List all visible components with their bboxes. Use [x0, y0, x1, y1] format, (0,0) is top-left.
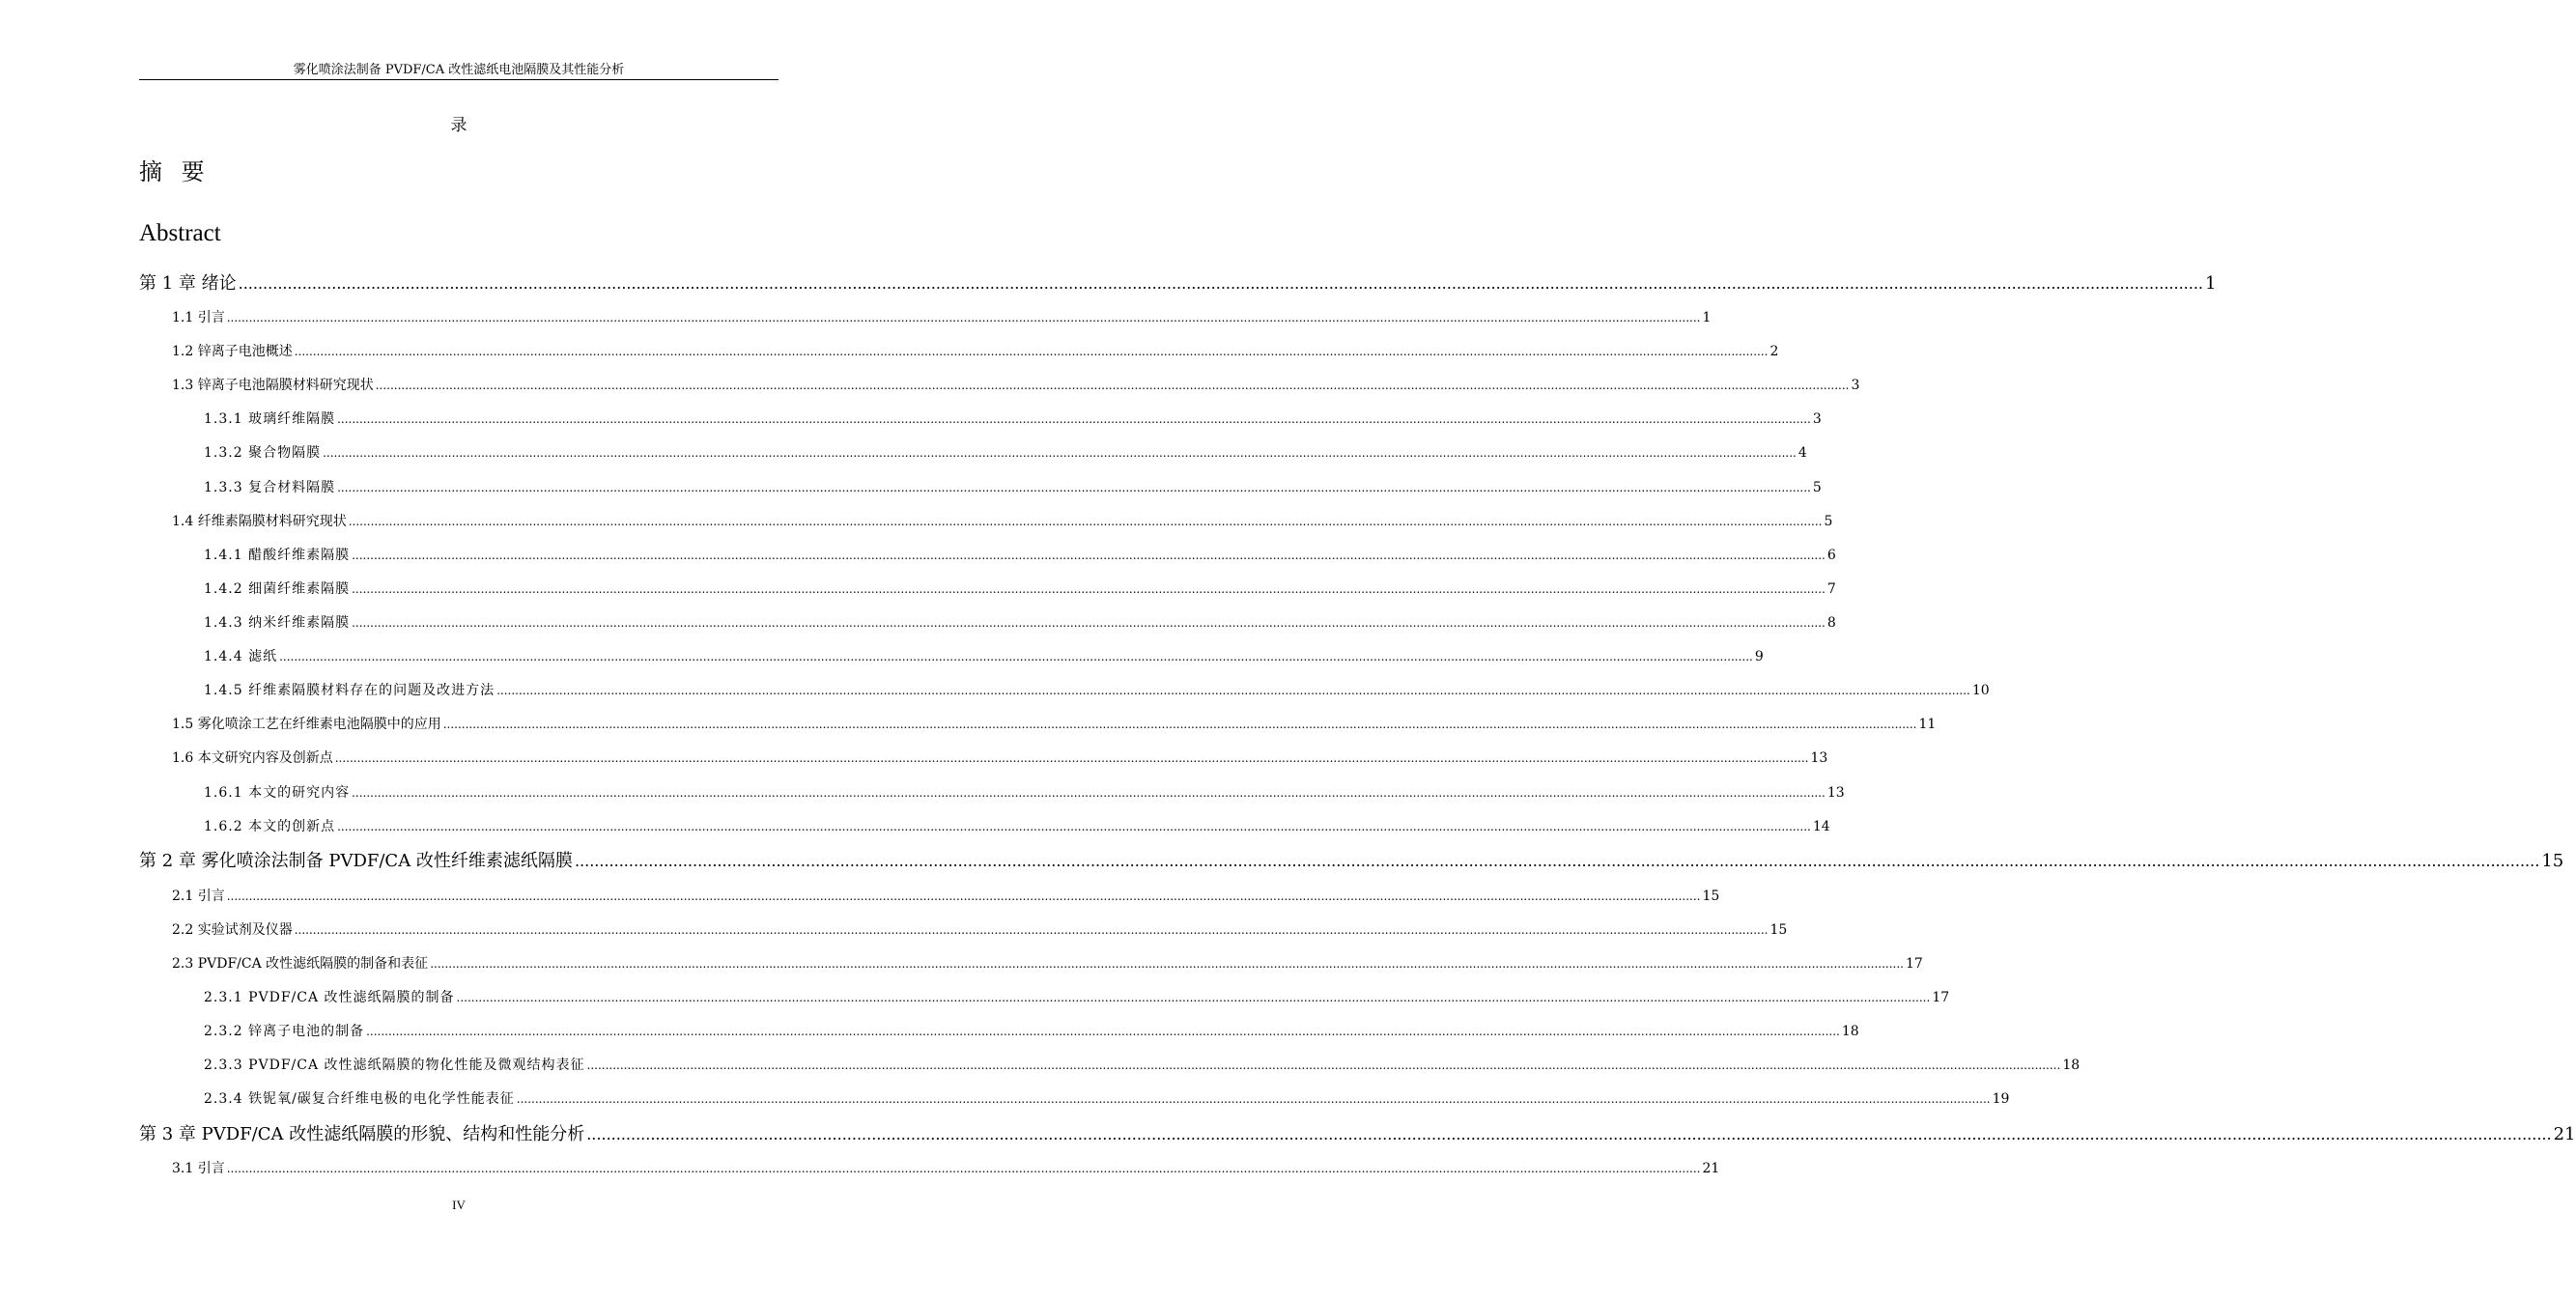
dot-leader: ................................................................................................................................................................................................................................................................................................................................................................................................................ [226, 311, 1701, 324]
toc-entry-page: 15 [1769, 922, 1788, 938]
dot-leader: ................................................................................................................................................................................................................................................................................................................................................................................................................ [574, 852, 2540, 870]
toc-title: 录 [450, 116, 467, 135]
toc-entry-page: 21 [1702, 1161, 1720, 1176]
toc-entry-label: 1.2 锌离子电池概述 [172, 344, 293, 359]
toc-entry-page: 9 [1754, 649, 1764, 664]
dot-leader: ................................................................................................................................................................................................................................................................................................................................................................................................................ [294, 923, 1769, 937]
toc-entry[interactable] [172, 748, 1828, 768]
toc-entry-page: 5 [1824, 514, 1833, 529]
running-header: 雾化喷涂法制备 PVDF/CA 改性滤纸电池隔膜及其性能分析 [293, 63, 625, 77]
toc-entry-page: 15 [1702, 889, 1720, 904]
toc-entry-label: 2.3 PVDF/CA 改性滤纸隔膜的制备和表征 [172, 956, 429, 972]
dot-leader: ................................................................................................................................................................................................................................................................................................................................................................................................................ [226, 1162, 1701, 1175]
toc-entry[interactable] [172, 308, 1712, 327]
toc-entry[interactable] [204, 988, 1950, 1007]
toc-entry[interactable] [172, 512, 1833, 531]
toc-entry-page: 4 [1798, 445, 1807, 461]
toc-entry[interactable] [204, 783, 1845, 803]
toc-entry[interactable] [204, 1022, 1859, 1041]
dot-leader: ................................................................................................................................................................................................................................................................................................................................................................................................................ [352, 549, 1826, 562]
dot-leader: ................................................................................................................................................................................................................................................................................................................................................................................................................ [366, 1025, 1840, 1038]
dot-leader: ................................................................................................................................................................................................................................................................................................................................................................................................................ [352, 786, 1826, 800]
toc-entry-label: 第 3 章 PVDF/CA 改性滤纸隔膜的形貌、结构和性能分析 [139, 1124, 585, 1144]
dot-leader: ................................................................................................................................................................................................................................................................................................................................................................................................................ [337, 820, 1811, 833]
toc-entry-page: 17 [1905, 956, 1923, 972]
toc-entry-label: 1.4.2 细菌纤维素隔膜 [204, 581, 351, 597]
toc-entry[interactable] [172, 920, 1788, 940]
toc-entry[interactable] [172, 715, 1937, 734]
toc-entry-label: 1.6.2 本文的创新点 [204, 819, 336, 834]
toc-entry-label: 2.1 引言 [172, 889, 225, 904]
toc-entry-label: 1.6.1 本文的研究内容 [204, 785, 351, 801]
toc-entry-label: 1.3.1 玻璃纤维隔膜 [204, 411, 336, 427]
toc-entry-label: 1.5 雾化喷涂工艺在纤维素电池隔膜中的应用 [172, 717, 441, 732]
toc-entry[interactable] [204, 443, 1807, 463]
toc-heading-abstract-en[interactable]: Abstract [139, 220, 221, 246]
toc-entry-label: 2.2 实验试剂及仪器 [172, 922, 293, 938]
toc-entry[interactable] [204, 1089, 2010, 1109]
toc-entry-page: 5 [1812, 480, 1822, 495]
toc-entry[interactable] [204, 478, 1822, 497]
dot-leader: ................................................................................................................................................................................................................................................................................................................................................................................................................ [442, 718, 1917, 731]
toc-entry-label: 1.4.5 纤维素隔膜材料存在的问题及改进方法 [204, 683, 495, 698]
toc-entry-page: 18 [2062, 1058, 2081, 1073]
page-number: IV [452, 1198, 466, 1212]
dot-leader: ................................................................................................................................................................................................................................................................................................................................................................................................................ [238, 274, 2203, 293]
dot-leader: ................................................................................................................................................................................................................................................................................................................................................................................................................ [352, 616, 1826, 630]
toc-entry-label: 2.3.1 PVDF/CA 改性滤纸隔膜的制备 [204, 990, 455, 1005]
dot-leader: ................................................................................................................................................................................................................................................................................................................................................................................................................ [496, 684, 1970, 697]
toc-entry-page: 18 [1841, 1024, 1859, 1039]
toc-entry[interactable] [172, 376, 1860, 395]
toc-entry-page: 13 [1810, 750, 1828, 766]
toc-entry-label: 2.3.2 锌离子电池的制备 [204, 1024, 365, 1039]
toc-entry[interactable] [204, 579, 1836, 599]
toc-heading-abstract-zh[interactable]: 摘 要 [139, 158, 211, 185]
toc-entry[interactable] [204, 1056, 2081, 1075]
toc-entry[interactable] [172, 1159, 1720, 1178]
dot-leader: ................................................................................................................................................................................................................................................................................................................................................................................................................ [226, 889, 1701, 903]
toc-entry[interactable] [139, 850, 2564, 873]
toc-entry[interactable] [172, 887, 1720, 906]
toc-entry-page: 13 [1826, 785, 1845, 801]
dot-leader: ................................................................................................................................................................................................................................................................................................................................................................................................................ [348, 515, 1823, 528]
toc-entry-label: 1.4.3 纳米纤维素隔膜 [204, 615, 351, 631]
toc-entry-page: 14 [1812, 819, 1830, 834]
dot-leader: ................................................................................................................................................................................................................................................................................................................................................................................................................ [279, 650, 1753, 663]
dot-leader: ................................................................................................................................................................................................................................................................................................................................................................................................................ [337, 412, 1811, 426]
header-rule [139, 79, 778, 80]
toc-entry-page: 15 [2541, 851, 2564, 871]
toc-entry-label: 1.3.3 复合材料隔膜 [204, 480, 336, 495]
toc-entry[interactable] [204, 647, 1764, 666]
toc-entry[interactable] [204, 681, 1990, 700]
dot-leader: ................................................................................................................................................................................................................................................................................................................................................................................................................ [294, 345, 1769, 358]
toc-entry-page: 21 [2553, 1124, 2576, 1144]
toc-entry-label: 1.1 引言 [172, 310, 225, 325]
dot-leader: ................................................................................................................................................................................................................................................................................................................................................................................................................ [352, 582, 1826, 596]
toc-entry-page: 3 [1851, 378, 1860, 393]
toc-entry[interactable] [204, 613, 1836, 633]
toc-entry[interactable] [204, 546, 1836, 565]
dot-leader: ................................................................................................................................................................................................................................................................................................................................................................................................................ [456, 991, 1931, 1004]
toc-entry-label: 第 2 章 雾化喷涂法制备 PVDF/CA 改性纤维素滤纸隔膜 [139, 851, 573, 871]
toc-entry-page: 8 [1826, 615, 1836, 631]
toc-entry-page: 10 [1971, 683, 1990, 698]
toc-entry-page: 17 [1932, 990, 1950, 1005]
toc-entry[interactable] [204, 817, 1830, 836]
dot-leader: ................................................................................................................................................................................................................................................................................................................................................................................................................ [516, 1092, 1991, 1106]
toc-entry[interactable] [172, 954, 1923, 974]
toc-entry-label: 1.3 锌离子电池隔膜材料研究现状 [172, 378, 374, 393]
toc-entry-page: 3 [1812, 411, 1822, 427]
toc-entry-page: 1 [1702, 310, 1712, 325]
toc-entry-page: 7 [1826, 581, 1836, 597]
toc-entry-label: 3.1 引言 [172, 1161, 225, 1176]
dot-leader: ................................................................................................................................................................................................................................................................................................................................................................................................................ [323, 446, 1797, 460]
toc-entry-label: 1.3.2 聚合物隔膜 [204, 445, 322, 461]
toc-entry-label: 第 1 章 绪论 [139, 273, 237, 294]
dot-leader: ................................................................................................................................................................................................................................................................................................................................................................................................................ [430, 957, 1904, 971]
toc-entry-page: 2 [1769, 344, 1779, 359]
dot-leader: ................................................................................................................................................................................................................................................................................................................................................................................................................ [586, 1058, 2061, 1072]
toc-entry-page: 1 [2205, 273, 2217, 294]
dot-leader: ................................................................................................................................................................................................................................................................................................................................................................................................................ [586, 1125, 2552, 1143]
toc-entry-label: 2.3.4 铁铌氧/碳复合纤维电极的电化学性能表征 [204, 1091, 515, 1107]
toc-entry[interactable] [139, 1123, 2576, 1146]
toc-entry-label: 2.3.3 PVDF/CA 改性滤纸隔膜的物化性能及微观结构表征 [204, 1058, 585, 1073]
toc-entry-label: 1.4 纤维素隔膜材料研究现状 [172, 514, 347, 529]
toc-entry-page: 19 [1992, 1091, 2010, 1107]
toc-entry[interactable] [139, 272, 2217, 296]
toc-entry-label: 1.4.4 滤纸 [204, 649, 278, 664]
toc-entry-label: 1.6 本文研究内容及创新点 [172, 750, 333, 766]
toc-entry[interactable] [172, 342, 1779, 361]
toc-entry-label: 1.4.1 醋酸纤维素隔膜 [204, 548, 351, 563]
dot-leader: ................................................................................................................................................................................................................................................................................................................................................................................................................ [334, 751, 1809, 765]
toc-entry-page: 11 [1918, 717, 1937, 732]
dot-leader: ................................................................................................................................................................................................................................................................................................................................................................................................................ [375, 379, 1850, 392]
dot-leader: ................................................................................................................................................................................................................................................................................................................................................................................................................ [337, 481, 1811, 494]
toc-entry[interactable] [204, 409, 1822, 429]
toc-entry-page: 6 [1826, 548, 1836, 563]
